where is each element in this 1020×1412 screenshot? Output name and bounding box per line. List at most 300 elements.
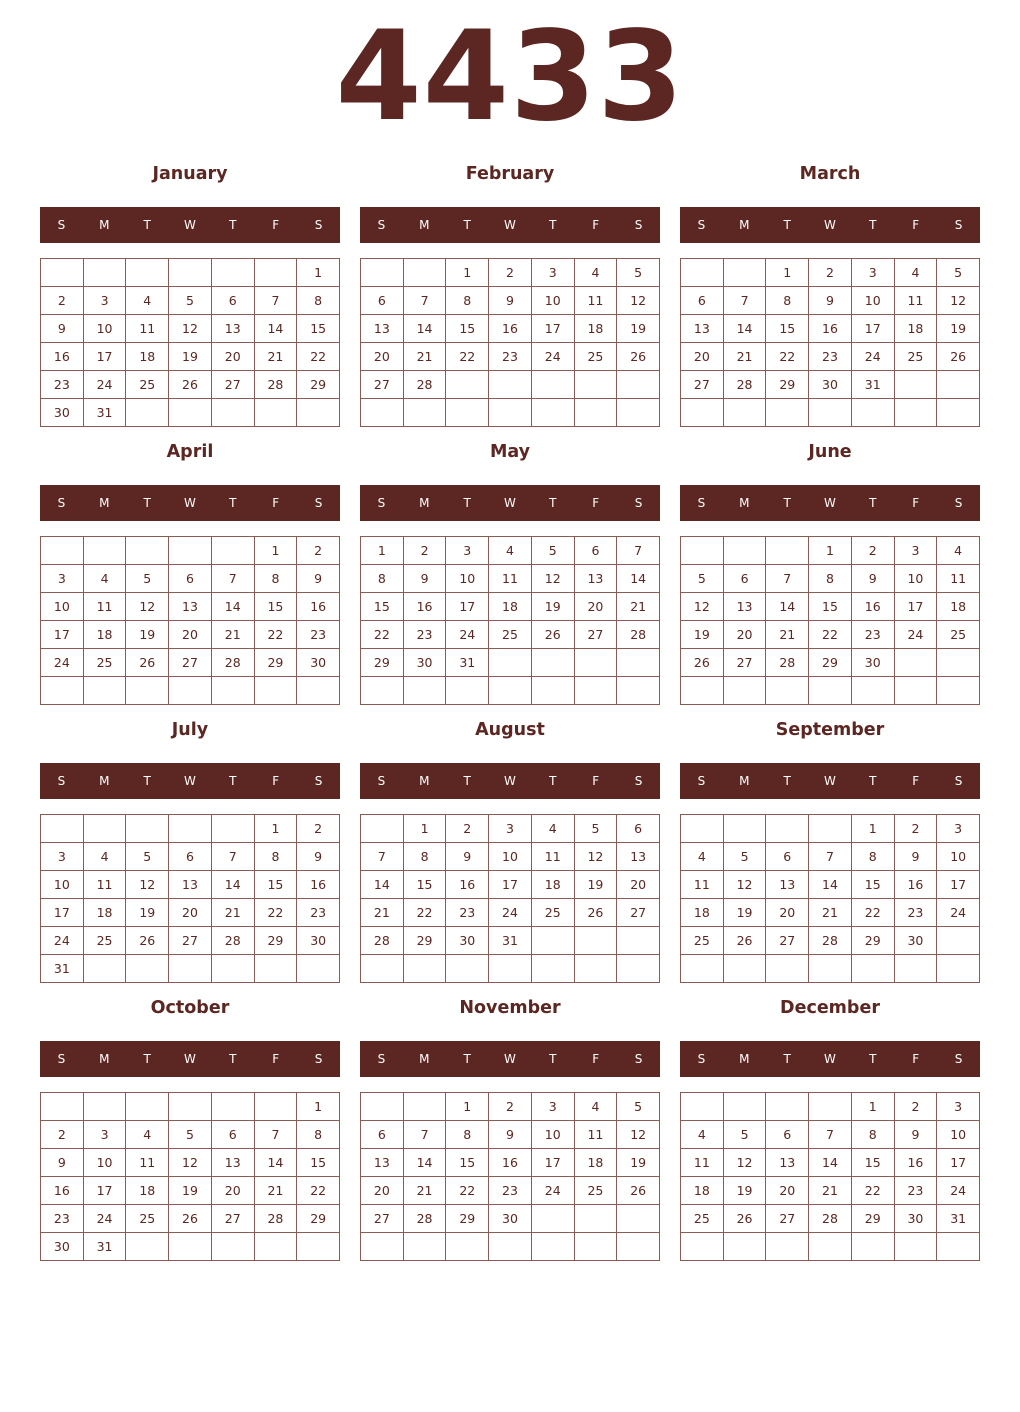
month-name: July [171,720,209,740]
empty-day-cell [809,1233,852,1261]
day-cell: 6 [617,815,660,843]
weekday-label: T [549,496,557,510]
day-cell: 4 [84,565,127,593]
empty-day-cell [84,815,127,843]
empty-day-cell [766,815,809,843]
day-cell: 15 [255,593,298,621]
day-cell: 18 [84,621,127,649]
day-cell: 30 [489,1205,532,1233]
day-cell: 28 [255,1205,298,1233]
day-cell: 2 [297,537,340,565]
day-cell: 25 [126,371,169,399]
weekday-label: W [824,774,836,788]
weekday-label: M [99,496,110,510]
empty-day-cell [532,649,575,677]
day-cell: 10 [41,871,84,899]
empty-day-cell [255,677,298,705]
day-cell: 22 [446,1177,489,1205]
weekday-label: T [549,774,557,788]
month-name: September [775,720,885,740]
day-cell: 20 [575,593,618,621]
weekday-label: W [824,218,836,232]
day-cell: 15 [297,1149,340,1177]
day-cell: 27 [212,1205,255,1233]
day-cell: 27 [617,899,660,927]
day-cell: 31 [446,649,489,677]
weekday-label: T [869,496,877,510]
day-cell: 30 [297,927,340,955]
empty-day-cell [724,537,767,565]
weekday-label: T [229,218,237,232]
empty-day-cell [41,537,84,565]
day-cell: 21 [212,899,255,927]
day-cell: 25 [126,1205,169,1233]
day-cell: 3 [532,259,575,287]
empty-day-cell [41,1093,84,1121]
weekday-header [40,1041,340,1077]
day-cell: 16 [489,315,532,343]
day-cell: 10 [532,1121,575,1149]
day-cell: 6 [169,565,212,593]
day-cell: 6 [724,565,767,593]
empty-day-cell [575,399,618,427]
empty-day-cell [532,1205,575,1233]
day-cell: 6 [212,287,255,315]
day-cell: 5 [532,537,575,565]
day-cell: 27 [361,371,404,399]
day-cell: 8 [852,843,895,871]
empty-day-cell [489,955,532,983]
day-cell: 3 [446,537,489,565]
empty-day-cell [297,677,340,705]
weekday-label: S [57,1052,66,1066]
day-cell: 22 [255,621,298,649]
day-cell: 22 [255,899,298,927]
day-cell: 2 [489,1093,532,1121]
day-cell: 10 [84,315,127,343]
weekday-label: T [143,218,151,232]
day-cell: 11 [937,565,980,593]
day-cell: 27 [724,649,767,677]
day-cell: 9 [404,565,447,593]
day-cell: 19 [169,343,212,371]
day-cell: 2 [41,287,84,315]
day-cell: 4 [532,815,575,843]
day-cell: 7 [724,287,767,315]
empty-day-cell [169,399,212,427]
weekday-label: M [739,496,750,510]
weekday-label: M [419,496,430,510]
day-cell: 13 [361,315,404,343]
empty-day-cell [937,677,980,705]
empty-day-cell [489,399,532,427]
day-cell: 31 [84,1233,127,1261]
day-cell: 11 [575,287,618,315]
weekday-header [360,207,660,243]
empty-day-cell [361,259,404,287]
day-cell: 6 [212,1121,255,1149]
day-cell: 13 [681,315,724,343]
day-cell: 20 [361,1177,404,1205]
day-cell: 13 [212,315,255,343]
day-cell: 11 [681,1149,724,1177]
day-cell: 18 [575,1149,618,1177]
day-cell: 2 [809,259,852,287]
day-cell: 2 [895,1093,938,1121]
month-calendar-july [40,716,340,982]
empty-day-cell [724,259,767,287]
day-cell: 7 [809,843,852,871]
day-grid [360,1092,660,1261]
day-grid [680,258,980,427]
day-cell: 12 [532,565,575,593]
empty-day-cell [446,371,489,399]
day-cell: 14 [724,315,767,343]
empty-day-cell [681,1233,724,1261]
day-cell: 18 [681,1177,724,1205]
day-cell: 28 [809,927,852,955]
day-cell: 26 [617,343,660,371]
day-grid [40,814,340,983]
month-calendar-october [40,994,340,1260]
day-cell: 11 [126,1149,169,1177]
day-cell: 31 [852,371,895,399]
day-cell: 10 [937,843,980,871]
day-cell: 2 [895,815,938,843]
day-cell: 15 [255,871,298,899]
day-grid [680,1092,980,1261]
day-cell: 1 [852,1093,895,1121]
weekday-label: S [57,774,66,788]
day-cell: 30 [297,649,340,677]
month-calendar-august [360,716,660,982]
empty-day-cell [126,1093,169,1121]
day-cell: 29 [255,649,298,677]
day-cell: 17 [852,315,895,343]
day-cell: 12 [126,871,169,899]
day-cell: 31 [41,955,84,983]
day-cell: 16 [895,1149,938,1177]
day-cell: 7 [361,843,404,871]
weekday-label: F [592,1052,600,1066]
day-cell: 7 [404,1121,447,1149]
empty-day-cell [361,677,404,705]
day-cell: 23 [489,343,532,371]
empty-day-cell [297,399,340,427]
day-cell: 17 [937,871,980,899]
day-cell: 7 [404,287,447,315]
weekday-label: W [184,496,196,510]
empty-day-cell [361,815,404,843]
weekday-label: T [143,774,151,788]
day-cell: 10 [852,287,895,315]
day-cell: 20 [212,1177,255,1205]
empty-day-cell [489,677,532,705]
day-cell: 8 [446,1121,489,1149]
day-cell: 18 [84,899,127,927]
day-cell: 29 [361,649,404,677]
day-cell: 20 [212,343,255,371]
day-cell: 17 [532,315,575,343]
empty-day-cell [895,371,938,399]
weekday-label: T [143,496,151,510]
day-cell: 29 [404,927,447,955]
day-cell: 3 [41,565,84,593]
empty-day-cell [84,259,127,287]
day-cell: 23 [489,1177,532,1205]
day-cell: 21 [617,593,660,621]
day-cell: 1 [446,1093,489,1121]
empty-day-cell [169,815,212,843]
day-cell: 2 [852,537,895,565]
weekday-header [360,1041,660,1077]
day-cell: 9 [809,287,852,315]
day-cell: 25 [489,621,532,649]
day-cell: 3 [84,1121,127,1149]
empty-day-cell [575,1205,618,1233]
day-cell: 18 [575,315,618,343]
day-cell: 16 [895,871,938,899]
empty-day-cell [852,955,895,983]
weekday-label: S [634,218,643,232]
day-cell: 30 [446,927,489,955]
day-cell: 5 [169,287,212,315]
day-cell: 28 [212,927,255,955]
day-cell: 11 [532,843,575,871]
empty-day-cell [489,649,532,677]
day-cell: 24 [937,1177,980,1205]
day-grid [680,536,980,705]
empty-day-cell [809,1093,852,1121]
empty-day-cell [724,399,767,427]
day-cell: 11 [681,871,724,899]
day-cell: 5 [126,565,169,593]
empty-day-cell [255,1233,298,1261]
empty-day-cell [809,955,852,983]
empty-day-cell [617,1205,660,1233]
weekday-header [40,485,340,521]
weekday-label: T [783,218,791,232]
day-cell: 26 [681,649,724,677]
day-cell: 28 [404,1205,447,1233]
day-cell: 12 [169,1149,212,1177]
day-cell: 15 [361,593,404,621]
day-cell: 9 [41,1149,84,1177]
month-name: November [459,998,561,1018]
day-cell: 25 [937,621,980,649]
day-cell: 20 [617,871,660,899]
empty-day-cell [126,955,169,983]
day-cell: 23 [809,343,852,371]
day-cell: 20 [766,1177,809,1205]
weekday-label: T [869,1052,877,1066]
day-cell: 4 [489,537,532,565]
weekday-label: M [739,1052,750,1066]
day-cell: 14 [212,593,255,621]
day-cell: 31 [937,1205,980,1233]
empty-day-cell [724,1093,767,1121]
day-cell: 26 [617,1177,660,1205]
day-cell: 9 [446,843,489,871]
month-calendar-september [680,716,980,982]
day-cell: 21 [404,1177,447,1205]
weekday-label: T [549,1052,557,1066]
weekday-label: F [912,774,920,788]
day-cell: 24 [532,1177,575,1205]
weekday-label: S [314,774,323,788]
day-cell: 6 [361,1121,404,1149]
day-cell: 24 [41,649,84,677]
empty-day-cell [937,955,980,983]
day-cell: 19 [724,899,767,927]
day-cell: 8 [446,287,489,315]
empty-day-cell [212,537,255,565]
day-cell: 9 [489,287,532,315]
month-name: January [152,164,228,184]
weekday-header [40,763,340,799]
day-cell: 11 [84,593,127,621]
day-cell: 23 [41,1205,84,1233]
day-cell: 15 [809,593,852,621]
year-title: 4433 [335,5,685,149]
day-cell: 23 [895,1177,938,1205]
empty-day-cell [617,649,660,677]
day-cell: 29 [809,649,852,677]
day-cell: 14 [404,315,447,343]
day-cell: 3 [41,843,84,871]
day-grid [360,814,660,983]
day-cell: 13 [169,871,212,899]
day-cell: 9 [895,843,938,871]
month-calendar-february [360,160,660,426]
day-cell: 1 [361,537,404,565]
empty-day-cell [169,955,212,983]
day-cell: 22 [446,343,489,371]
empty-day-cell [937,1233,980,1261]
day-cell: 16 [297,593,340,621]
weekday-label: W [504,774,516,788]
empty-day-cell [404,955,447,983]
empty-day-cell [681,537,724,565]
weekday-label: M [419,1052,430,1066]
day-cell: 10 [937,1121,980,1149]
day-cell: 29 [255,927,298,955]
day-cell: 9 [852,565,895,593]
day-cell: 30 [895,1205,938,1233]
day-grid [360,258,660,427]
weekday-label: F [272,496,280,510]
day-cell: 8 [809,565,852,593]
day-cell: 25 [681,1205,724,1233]
empty-day-cell [766,399,809,427]
weekday-label: S [57,496,66,510]
weekday-label: W [504,1052,516,1066]
day-cell: 6 [169,843,212,871]
weekday-label: T [783,774,791,788]
day-cell: 25 [532,899,575,927]
empty-day-cell [852,399,895,427]
day-cell: 18 [126,343,169,371]
empty-day-cell [724,677,767,705]
day-cell: 24 [446,621,489,649]
day-cell: 12 [937,287,980,315]
empty-day-cell [575,677,618,705]
day-cell: 16 [41,343,84,371]
day-cell: 7 [617,537,660,565]
day-cell: 15 [852,1149,895,1177]
month-name: February [465,164,555,184]
day-cell: 5 [169,1121,212,1149]
day-cell: 18 [489,593,532,621]
weekday-label: S [634,774,643,788]
day-cell: 9 [41,315,84,343]
empty-day-cell [404,677,447,705]
day-cell: 3 [895,537,938,565]
day-cell: 20 [724,621,767,649]
empty-day-cell [126,259,169,287]
day-cell: 28 [212,649,255,677]
empty-day-cell [766,1233,809,1261]
day-cell: 18 [681,899,724,927]
empty-day-cell [895,649,938,677]
day-cell: 30 [895,927,938,955]
weekday-label: F [272,218,280,232]
day-cell: 26 [724,1205,767,1233]
day-cell: 16 [41,1177,84,1205]
day-cell: 8 [255,843,298,871]
weekday-label: S [314,496,323,510]
empty-day-cell [617,399,660,427]
empty-day-cell [361,1093,404,1121]
day-cell: 14 [255,1149,298,1177]
day-cell: 4 [84,843,127,871]
weekday-label: S [634,1052,643,1066]
day-cell: 8 [361,565,404,593]
weekday-label: M [99,1052,110,1066]
day-cell: 14 [255,315,298,343]
empty-day-cell [361,955,404,983]
day-cell: 14 [766,593,809,621]
empty-day-cell [532,927,575,955]
day-cell: 14 [617,565,660,593]
weekday-label: T [783,496,791,510]
empty-day-cell [169,1093,212,1121]
day-cell: 24 [41,927,84,955]
month-name: June [808,442,852,462]
empty-day-cell [255,955,298,983]
empty-day-cell [532,1233,575,1261]
day-cell: 14 [361,871,404,899]
day-cell: 25 [895,343,938,371]
empty-day-cell [681,399,724,427]
day-cell: 16 [489,1149,532,1177]
day-cell: 8 [255,565,298,593]
day-cell: 23 [446,899,489,927]
weekday-label: F [912,218,920,232]
day-cell: 27 [766,927,809,955]
day-cell: 15 [852,871,895,899]
weekday-header [680,763,980,799]
empty-day-cell [169,259,212,287]
empty-day-cell [895,399,938,427]
weekday-label: W [184,1052,196,1066]
empty-day-cell [404,1233,447,1261]
weekday-header [680,485,980,521]
weekday-label: W [824,1052,836,1066]
day-cell: 10 [84,1149,127,1177]
day-cell: 27 [766,1205,809,1233]
day-cell: 13 [575,565,618,593]
